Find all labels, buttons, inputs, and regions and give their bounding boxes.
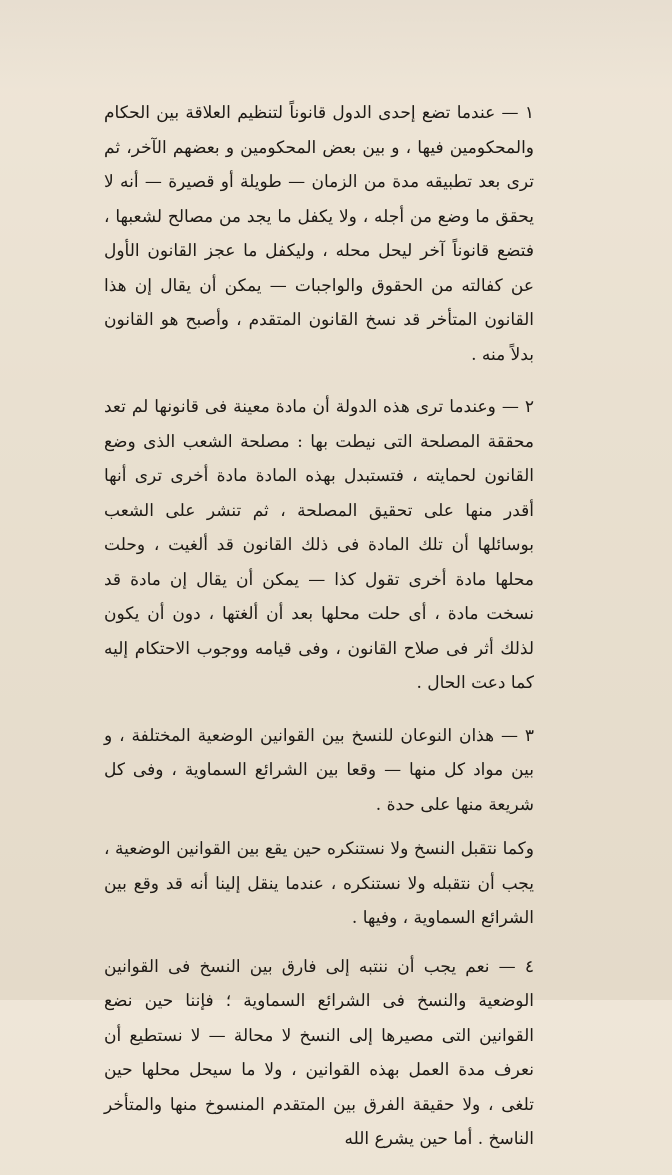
paragraph-2: ٢ — وعندما ترى هذه الدولة أن مادة معينة فى قانونها لم تعد محققة المصلحة التى نيطت بها : مصلحة الشعب الذى وضع القانون لحمايته ، فتستبدل بهذه المادة مادة أخرى ترى أنها أقدر منها على تحقيق المصلحة ، ثم تنشر على الشعب بوسائلها أن تلك المادة فى ذلك القانون قد ألغيت ، وحلت محلها مادة أخرى تقول كذا — يمكن أن يقال إن مادة قد نسخت مادة ، أى حلت محلها بعد أن ألغتها ، دون أن يكون لذلك أثر فى صلاح القانون ، وفى قيامه ووجوب الاحتكام إليه كما دعت الحال . <box>104 397 534 693</box>
paragraph-1: ١ — عندما تضع إحدى الدول قانوناً لتنظيم العلاقة بين الحكام والمحكومين فيها ، و بين بعض المحكومين و بعضهم الآخر، ثم ترى بعد تطبيقه مدة من الزمان — طويلة أو قصيرة — أنه لا يحقق ما وضع من أجله ، ولا يكفل ما يجد من مصالح لشعبها ، فتضع قانوناً آخر ليحل محله ، وليكفل ما عجز القانون الأول عن كفالته من الحقوق والواجبات — يمكن أن يقال إن هذا القانون المتأخر قد نسخ القانون المتقدم ، وأصبح هو القانون بدلاً منه . <box>104 103 534 365</box>
paragraph-3: ٣ — هذان النوعان للنسخ بين القوانين الوضعية المختلفة ، و بين مواد كل منها — وقعا بين الشرائع السماوية ، وفى كل شريعة منها على حدة . <box>104 725 534 815</box>
show-through-shadow <box>0 0 672 90</box>
paragraph-3-continued: وكما نتقبل النسخ ولا نستنكره حين يقع بين القوانين الوضعية ، يجب أن نتقبله ولا نستنكره ، عندما ينقل إلينا أنه قد وقع بين الشرائع السماوية ، وفيها . <box>104 839 534 928</box>
arabic-text-body <box>104 96 534 1175</box>
paragraph-4: ٤ — نعم يجب أن ننتبه إلى فارق بين النسخ فى القوانين الوضعية والنسخ فى الشرائع السماوية ؛ فإننا حين نضع القوانين التى مصيرها إلى النسخ لا محالة — لا نستطيع أن نعرف مدة العمل بهذه القوانين ، ولا ما سيحل محلها حين تلغى ، ولا حقيقة الفرق بين المتقدم المنسوخ منها والمتأخر الناسخ . أما حين يشرع الله <box>104 956 534 1149</box>
